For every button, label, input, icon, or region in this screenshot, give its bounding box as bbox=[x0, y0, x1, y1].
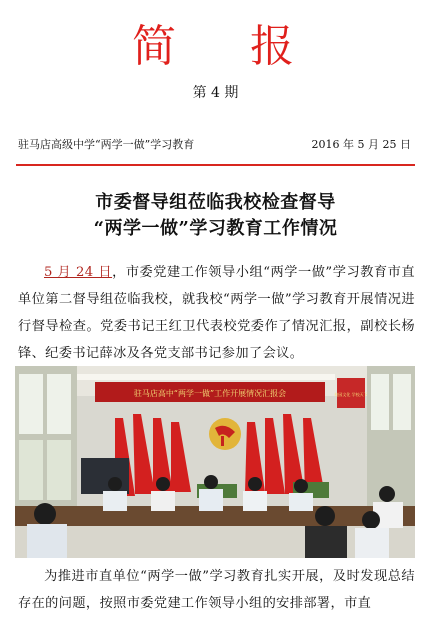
meeting-photo bbox=[15, 366, 415, 558]
paragraph-2-text: 为推进市直单位“两学一做”学习教育扎实开展，及时发现总结存在的问题，按照市委党建工作领导小组的安排部署，市直 bbox=[18, 569, 415, 611]
article-title-line-1: 市委督导组莅临我校检查督导 bbox=[95, 192, 336, 213]
publisher-line: 驻马店高级中学“两学一做”学习教育 bbox=[18, 138, 195, 151]
publish-date: 2016 年 5 月 25 日 bbox=[311, 138, 411, 151]
issue-number: 第 4 期 bbox=[192, 85, 239, 101]
article-paragraph-2 bbox=[18, 563, 415, 617]
article-title-line-2: “两学一做”学习教育工作情况 bbox=[93, 218, 338, 239]
paragraph-date: 5 月 24 日 bbox=[44, 265, 113, 280]
masthead-char-1: 简 bbox=[132, 21, 176, 72]
paragraph-1-text: ，市委党建工作领导小组“两学一做”学习教育市直单位第二督导组莅临我校，就我校“两学一做”学习教育开展情况进行督导检查。党委书记王红卫代表校党委作了情况汇报，副校长杨锋、纪委书记薛冰及各党支部书记参加了会议。 bbox=[18, 265, 415, 361]
photo-side-sign: 校园文化 学校天下 bbox=[334, 392, 368, 397]
photo-banner-text: 驻马店高中“两学一做”工作开展情况汇报会 bbox=[133, 389, 287, 398]
article-paragraph-1 bbox=[18, 259, 415, 367]
header-divider bbox=[16, 164, 415, 166]
masthead-char-2: 报 bbox=[250, 21, 294, 72]
